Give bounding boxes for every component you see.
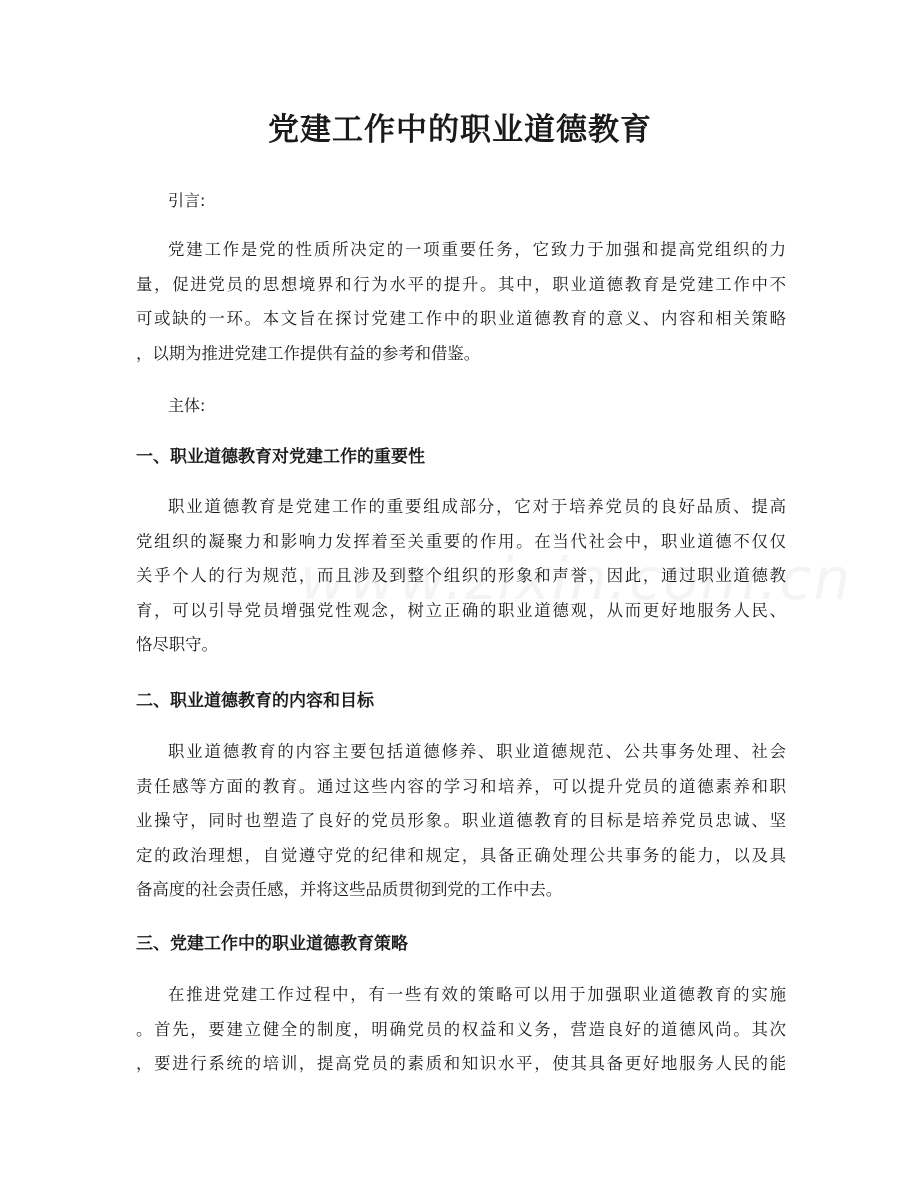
- paragraph-line: 职业道德教育是党建工作的重要组成部分，它对于培养党员的良好品质、提高: [168, 497, 786, 516]
- paragraph-line: 关乎个人的行为规范，而且涉及到整个组织的形象和声誉，因此，通过职业道德教: [136, 566, 786, 585]
- paragraph-line: 备高度的社会责任感，并将这些品质贯彻到党的工作中去。: [136, 880, 563, 899]
- paragraph-line: 职业道德教育的内容主要包括道德修养、职业道德规范、公共事务处理、社会: [168, 742, 786, 761]
- section-paragraph: [136, 490, 786, 663]
- document-title: 党建工作中的职业道德教育: [268, 112, 652, 148]
- paragraph-line: 党组织的凝聚力和影响力发挥着至关重要的作用。在当代社会中，职业道德不仅仅: [136, 531, 786, 551]
- paragraph-line: 育，可以引导党员增强党性观念，树立正确的职业道德观，从而更好地服务人民、: [136, 600, 786, 620]
- paragraph-line: 党建工作是党的性质所决定的一项重要任务，它致力于加强和提高党组织的力: [168, 240, 786, 259]
- paragraph-line: ，以期为推进党建工作提供有益的参考和借鉴。: [136, 343, 481, 363]
- paragraph-line: 恪尽职守。: [136, 635, 218, 654]
- intro-paragraph: [136, 233, 786, 371]
- paragraph-line: 定的政治理想，自觉遵守党的纪律和规定，具备正确处理公共事务的能力，以及具: [136, 845, 786, 865]
- body-label: 主体:: [168, 396, 206, 415]
- paragraph-line: ，要进行系统的培训，提高党员的素质和知识水平，使其具备更好地服务人民的能: [136, 1054, 786, 1073]
- paragraph-line: 业操守，同时也塑造了良好的党员形象。职业道德教育的目标是培养党员忠诚、坚: [136, 811, 786, 830]
- paragraph-line: 量，促进党员的思想境界和行为水平的提升。其中，职业道德教育是党建工作中不: [136, 274, 786, 294]
- section-heading: 二、职业道德教育的内容和目标: [136, 691, 374, 711]
- paragraph-line: 责任感等方面的教育。通过这些内容的学习和培养，可以提升党员的道德素养和职: [136, 776, 786, 796]
- paragraph-line: 在推进党建工作过程中，有一些有效的策略可以用于加强职业道德教育的实施: [168, 985, 786, 1004]
- section-paragraph: [136, 978, 786, 1082]
- paragraph-line: 可或缺的一环。本文旨在探讨党建工作中的职业道德教育的意义、内容和相关策略: [136, 309, 786, 328]
- section-heading: 一、职业道德教育对党建工作的重要性: [136, 447, 425, 467]
- paragraph-line: 。首先，要建立健全的制度，明确党员的权益和义务，营造良好的道德风尚。其次: [136, 1019, 786, 1039]
- section-paragraph: [136, 735, 786, 908]
- intro-label: 引言:: [168, 191, 206, 210]
- section-heading: 三、党建工作中的职业道德教育策略: [136, 934, 408, 954]
